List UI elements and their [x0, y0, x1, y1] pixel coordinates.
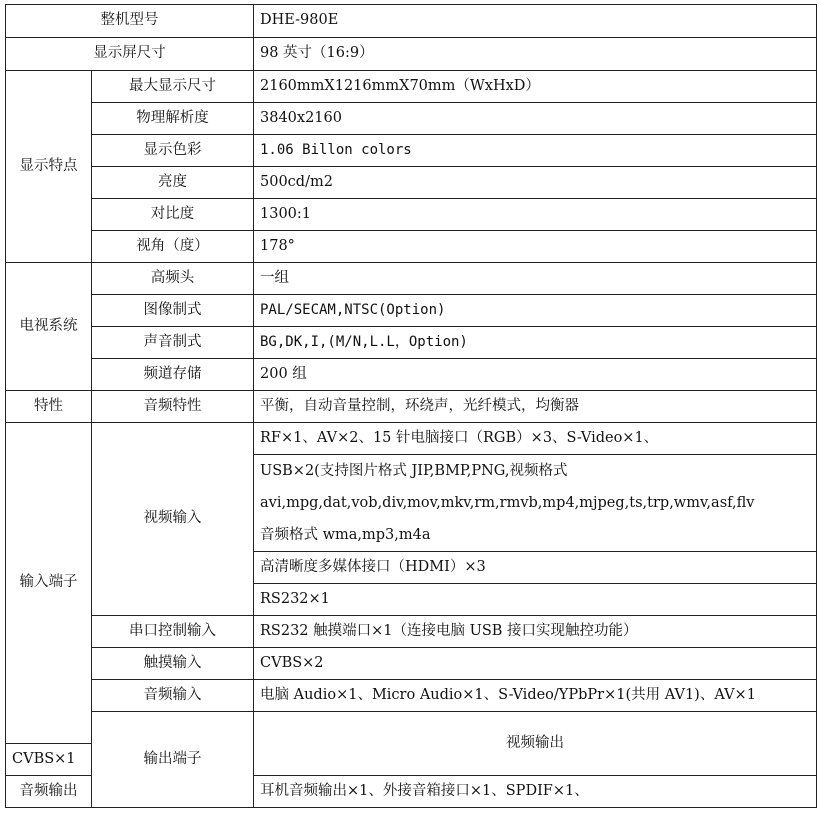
row-label: 音频输入 — [92, 680, 254, 712]
table-row — [6, 103, 817, 135]
table-row — [6, 38, 817, 71]
row-value: DHE-980E — [254, 5, 817, 38]
row-value: CVBS×1 — [6, 744, 92, 776]
row-label: 亮度 — [92, 167, 254, 199]
value-line: USB×2(支持图片格式 JIP,BMP,PNG,视频格式 — [260, 463, 568, 479]
row-value-multiline — [254, 455, 817, 552]
table-row — [6, 5, 817, 38]
row-value: 200 组 — [254, 359, 817, 391]
table-row — [6, 327, 817, 359]
table-row — [6, 135, 817, 167]
table-row — [6, 71, 817, 103]
table-row — [6, 295, 817, 327]
group-label: 特性 — [6, 391, 92, 423]
row-label: 对比度 — [92, 199, 254, 231]
row-value: 2160mmX1216mmX70mm（WxHxD） — [254, 71, 817, 103]
group-label: 输出端子 — [92, 712, 254, 808]
row-label: 视角（度） — [92, 231, 254, 263]
table-row — [6, 423, 817, 455]
table-row — [6, 167, 817, 199]
table-row — [6, 391, 817, 423]
row-value: RS232×1 — [254, 584, 817, 616]
row-value: 电脑 Audio×1、Micro Audio×1、S-Video/YPbPr×1(共用 AV1)、AV×1 — [254, 680, 817, 712]
value-line: 音频格式 wma,mp3,m4a — [260, 527, 431, 543]
row-label: 声音制式 — [92, 327, 254, 359]
table-row — [6, 199, 817, 231]
row-label: 物理解析度 — [92, 103, 254, 135]
table-row — [6, 680, 817, 712]
row-label: 整机型号 — [6, 5, 254, 38]
table-row — [6, 263, 817, 295]
row-value: CVBS×2 — [254, 648, 817, 680]
row-label: 触摸输入 — [92, 648, 254, 680]
table-row — [6, 616, 817, 648]
row-value: 高清晰度多媒体接口（HDMI）×3 — [254, 552, 817, 584]
group-label: 输入端子 — [6, 423, 92, 744]
row-value: 98 英寸（16:9） — [254, 38, 817, 71]
row-label: 显示色彩 — [92, 135, 254, 167]
row-value: 1300:1 — [254, 199, 817, 231]
row-label: 图像制式 — [92, 295, 254, 327]
row-label: 高频头 — [92, 263, 254, 295]
group-label: 电视系统 — [6, 263, 92, 391]
table-row — [6, 648, 817, 680]
row-value: 耳机音频输出×1、外接音箱接口×1、SPDIF×1、 — [254, 776, 817, 808]
row-label: 视频输入 — [92, 423, 254, 616]
row-value: RS232 触摸端口×1（连接电脑 USB 接口实现触控功能） — [254, 616, 817, 648]
row-label: 频道存储 — [92, 359, 254, 391]
row-value: 500cd/m2 — [254, 167, 817, 199]
row-label: 串口控制输入 — [92, 616, 254, 648]
row-value: 平衡，自动音量控制，环绕声，光纤模式，均衡器 — [254, 391, 817, 423]
row-value: 3840x2160 — [254, 103, 817, 135]
row-label: 最大显示尺寸 — [92, 71, 254, 103]
value-line: avi,mpg,dat,vob,div,mov,mkv,rm,rmvb,mp4,mjpeg,ts,trp,wmv,asf,flv — [260, 495, 755, 511]
row-value: BG,DK,I,(M/N,L.L，Option) — [254, 327, 817, 359]
row-value: RF×1、AV×2、15 针电脑接口（RGB）×3、S-Video×1、 — [254, 423, 817, 455]
row-value: 一组 — [254, 263, 817, 295]
row-value: 178° — [254, 231, 817, 263]
table-row — [6, 712, 817, 744]
row-label: 音频输出 — [6, 776, 92, 808]
group-label: 显示特点 — [6, 71, 92, 263]
row-label: 显示屏尺寸 — [6, 38, 254, 71]
table-row — [6, 359, 817, 391]
row-value: PAL/SECAM,NTSC(Option) — [254, 295, 817, 327]
spec-table — [5, 4, 817, 808]
table-row — [6, 231, 817, 263]
row-label: 音频特性 — [92, 391, 254, 423]
row-label: 视频输出 — [254, 712, 817, 776]
row-value: 1.06 Billon colors — [254, 135, 817, 167]
